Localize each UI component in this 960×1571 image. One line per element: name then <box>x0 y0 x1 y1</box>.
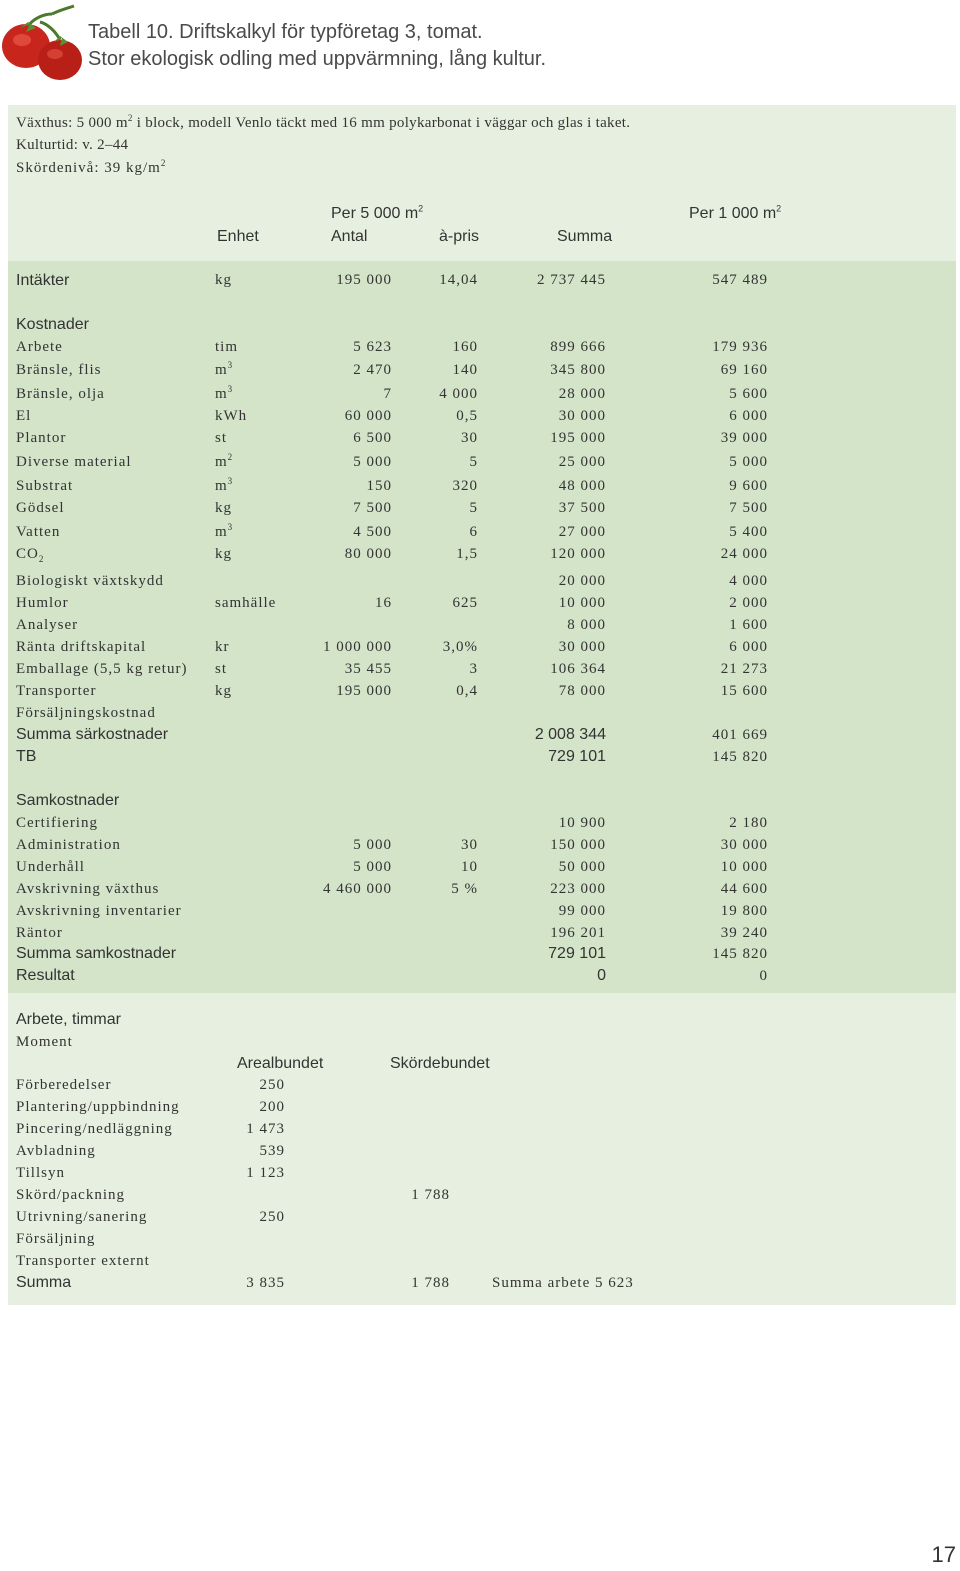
intakter-per1000: 547 489 <box>712 272 768 288</box>
arbete-row-8-label: Transporter externt <box>16 1253 150 1269</box>
intro-skordeniva: Skördenivå: 39 $kg/m^2$ <box>16 158 167 176</box>
kostnad-row-9-enhet: kg <box>215 546 232 562</box>
arbete-row-0-label: Förberedelser <box>16 1077 112 1093</box>
kostnad-row-4-summa: 195 000 <box>550 430 606 446</box>
kostnad-row-0-enhet: tim <box>215 339 239 355</box>
kostnad-row-7-per1000: 7 500 <box>729 500 768 516</box>
kostnad-row-0-apris: 160 <box>452 339 478 355</box>
kostnad-row-0-label: Arbete <box>16 339 63 355</box>
samkostnad-row-3-per1000: 44 600 <box>720 881 768 897</box>
intro-kulturtid: Kulturtid: v. 2–44 <box>16 137 129 153</box>
arbete-row-0-areal: 250 <box>259 1077 285 1093</box>
header-apris: à-pris <box>439 228 480 245</box>
kostnad-row-7-apris: 5 <box>469 500 478 516</box>
arbete-row-5-label: Skörd/packning <box>16 1187 125 1203</box>
samkostnad-row-5-per1000: 39 240 <box>720 925 768 941</box>
header-enhet: Enhet <box>217 228 259 245</box>
arbete-row-6-areal: 250 <box>259 1209 285 1225</box>
kostnad-row-2-label: Bränsle, olja <box>16 386 105 402</box>
samkostnad-row-1-label: Administration <box>16 837 121 853</box>
kostnad-row-3-antal: 60 000 <box>344 408 392 424</box>
arbete-row-4-areal: 1 123 <box>246 1165 285 1181</box>
kostnad-row-8-per1000: 5 400 <box>729 524 768 540</box>
samkostnad-row-0-label: Certifiering <box>16 815 98 831</box>
kostnad-row-11-label: Humlor <box>16 595 69 611</box>
kostnad-row-15-enhet: kg <box>215 683 232 699</box>
kostnad-row-11-apris: 625 <box>452 595 478 611</box>
samkostnad-row-5-summa: 196 201 <box>550 925 606 941</box>
kostnad-row-15-antal: 195 000 <box>336 683 392 699</box>
arbete-summa-label: Summa <box>16 1274 72 1291</box>
kostnad-row-15-apris: 0,4 <box>456 683 478 699</box>
header-per-5000: Per 5 000 $m^2$ <box>331 203 424 222</box>
arbete-moment: Moment <box>16 1034 73 1050</box>
kostnad-row-8-enhet: $m^3$ <box>215 522 234 540</box>
kostnad-row-10-summa: 20 000 <box>558 573 606 589</box>
kostnad-row-7-enhet: kg <box>215 500 232 516</box>
tomato-icon <box>0 2 88 82</box>
arbete-col-areal: Arealbundet <box>237 1055 324 1072</box>
arbete-row-1-areal: 200 <box>259 1099 285 1115</box>
samkostnad-row-1-summa: 150 000 <box>550 837 606 853</box>
kostnad-row-13-label: Ränta driftskapital <box>16 639 147 655</box>
tb-per1000: 145 820 <box>712 749 768 765</box>
samkostnad-row-4-per1000: 19 800 <box>720 903 768 919</box>
kostnad-row-1-antal: 2 470 <box>353 362 392 378</box>
kostnad-row-5-apris: 5 <box>469 454 478 470</box>
arbete-col-skord: Skördebundet <box>390 1055 490 1072</box>
kostnad-row-13-apris: 3,0% <box>442 639 478 655</box>
arbete-row-2-areal: 1 473 <box>246 1121 285 1137</box>
arbete-row-4-label: Tillsyn <box>16 1165 65 1181</box>
samkostnad-row-2-per1000: 10 000 <box>720 859 768 875</box>
samkostnader-heading: Samkostnader <box>16 792 120 809</box>
kostnad-row-9-summa: 120 000 <box>550 546 606 562</box>
arbete-row-5-skord: 1 788 <box>411 1187 450 1203</box>
summa-sarkostnader-per1000: 401 669 <box>712 727 768 743</box>
kostnad-row-13-per1000: 6 000 <box>729 639 768 655</box>
kostnad-row-5-per1000: 5 000 <box>729 454 768 470</box>
kostnad-row-7-summa: 37 500 <box>558 500 606 516</box>
header-summa: Summa <box>557 228 613 245</box>
header-per-1000: Per 1 000 $m^2$ <box>689 203 782 222</box>
kostnad-row-6-apris: 320 <box>452 478 478 494</box>
kostnad-row-1-label: Bränsle, flis <box>16 362 102 378</box>
kostnad-row-11-enhet: samhälle <box>215 595 277 611</box>
kostnad-row-15-label: Transporter <box>16 683 97 699</box>
samkostnad-row-1-per1000: 30 000 <box>720 837 768 853</box>
title-line-2: Stor ekologisk odling med uppvärmning, lång kultur. <box>88 48 547 70</box>
kostnad-row-3-enhet: kWh <box>215 408 248 424</box>
samkostnad-row-1-apris: 30 <box>461 837 478 853</box>
kostnad-row-13-antal: 1 000 000 <box>323 639 392 655</box>
kostnad-row-15-per1000: 15 600 <box>720 683 768 699</box>
samkostnad-row-1-antal: 5 000 <box>353 837 392 853</box>
summa-sarkostnader-summa: 2 008 344 <box>534 726 606 743</box>
samkostnad-row-4-label: Avskrivning inventarier <box>16 903 182 919</box>
samkostnad-row-3-apris: 5 % <box>451 881 478 897</box>
kostnad-row-1-apris: 140 <box>452 362 478 378</box>
samkostnad-row-3-summa: 223 000 <box>550 881 606 897</box>
kostnad-row-8-label: Vatten <box>16 524 61 540</box>
header-antal: Antal <box>331 228 368 245</box>
kostnad-row-0-summa: 899 666 <box>550 339 606 355</box>
tb-summa: 729 101 <box>548 748 606 765</box>
resultat-per1000: 0 <box>759 968 768 984</box>
kostnad-row-16-label: Försäljningskostnad <box>16 705 156 721</box>
kostnad-row-2-summa: 28 000 <box>558 386 606 402</box>
kostnad-row-9-apris: 1,5 <box>456 546 478 562</box>
samkostnad-row-2-antal: 5 000 <box>353 859 392 875</box>
kostnad-row-4-per1000: 39 000 <box>720 430 768 446</box>
kostnad-row-11-per1000: 2 000 <box>729 595 768 611</box>
samkostnad-row-2-label: Underhåll <box>16 859 85 875</box>
kostnad-row-14-antal: 35 455 <box>344 661 392 677</box>
summa-samkostnader-per1000: 145 820 <box>712 946 768 962</box>
intakter-label: Intäkter <box>16 272 70 289</box>
kostnad-row-9-antal: 80 000 <box>344 546 392 562</box>
kostnad-row-14-label: Emballage (5,5 kg retur) <box>16 661 188 677</box>
kostnad-row-5-antal: 5 000 <box>353 454 392 470</box>
kostnad-row-0-antal: 5 623 <box>353 339 392 355</box>
kostnad-row-5-label: Diverse material <box>16 454 132 470</box>
kostnad-row-3-apris: 0,5 <box>456 408 478 424</box>
intakter-antal: 195 000 <box>336 272 392 288</box>
table-title <box>88 19 546 73</box>
kostnad-row-14-apris: 3 <box>469 661 478 677</box>
kostnad-row-13-summa: 30 000 <box>558 639 606 655</box>
kostnad-row-9-label: $CO_2$ <box>16 546 45 564</box>
kostnad-row-6-label: Substrat <box>16 478 74 494</box>
kostnad-row-5-enhet: $m^2$ <box>215 452 234 470</box>
kostnad-row-6-enhet: $m^3$ <box>215 476 234 494</box>
kostnad-row-6-summa: 48 000 <box>558 478 606 494</box>
intakter-apris: 14,04 <box>439 272 478 288</box>
kostnad-row-13-enhet: kr <box>215 639 230 655</box>
samkostnad-row-4-summa: 99 000 <box>558 903 606 919</box>
kostnad-row-1-summa: 345 800 <box>550 362 606 378</box>
kostnad-row-3-per1000: 6 000 <box>729 408 768 424</box>
resultat-label: Resultat <box>16 967 75 984</box>
kostnad-row-1-per1000: 69 160 <box>720 362 768 378</box>
kostnad-row-6-antal: 150 <box>366 478 392 494</box>
page-number: 17 <box>931 1542 956 1567</box>
kostnad-row-8-apris: 6 <box>469 524 478 540</box>
kostnad-row-5-summa: 25 000 <box>558 454 606 470</box>
kostnad-row-1-enhet: $m^3$ <box>215 360 234 378</box>
kostnad-row-8-summa: 27 000 <box>558 524 606 540</box>
kostnad-row-14-per1000: 21 273 <box>720 661 768 677</box>
kostnad-row-10-label: Biologiskt växtskydd <box>16 573 164 589</box>
summa-sarkostnader-label: Summa särkostnader <box>16 726 169 743</box>
samkostnad-row-0-per1000: 2 180 <box>729 815 768 831</box>
kostnad-row-12-label: Analyser <box>16 617 79 633</box>
kostnad-row-4-enhet: st <box>215 430 228 446</box>
kostnad-row-6-per1000: 9 600 <box>729 478 768 494</box>
samkostnad-row-2-apris: 10 <box>461 859 478 875</box>
samkostnad-row-3-antal: 4 460 000 <box>323 881 392 897</box>
kostnad-row-14-enhet: st <box>215 661 228 677</box>
samkostnad-row-2-summa: 50 000 <box>558 859 606 875</box>
arbete-row-6-label: Utrivning/sanering <box>16 1209 148 1225</box>
kostnad-row-2-antal: 7 <box>383 386 392 402</box>
kostnad-row-12-summa: 8 000 <box>567 617 606 633</box>
kostnad-row-0-per1000: 179 936 <box>712 339 768 355</box>
kostnad-row-15-summa: 78 000 <box>558 683 606 699</box>
resultat-summa: 0 <box>597 967 606 984</box>
samkostnad-row-0-summa: 10 900 <box>558 815 606 831</box>
arbete-row-1-label: Plantering/uppbindning <box>16 1099 180 1115</box>
kostnad-row-7-antal: 7 500 <box>353 500 392 516</box>
arbete-summa-skord: 1 788 <box>411 1275 450 1291</box>
kostnad-row-4-apris: 30 <box>461 430 478 446</box>
intro-vaxthus: Växthus: 5 000 $m^2$ i block, modell Venlo täckt med 16 mm polykarbonat i väggar och glas i taket. <box>16 113 631 131</box>
kostnad-row-11-summa: 10 000 <box>558 595 606 611</box>
summa-samkostnader-summa: 729 101 <box>548 945 606 962</box>
arbete-row-2-label: Pincering/nedläggning <box>16 1121 173 1137</box>
arbete-summa-total: Summa arbete 5 623 <box>492 1275 634 1291</box>
arbete-summa-areal: 3 835 <box>246 1275 285 1291</box>
arbete-row-3-label: Avbladning <box>16 1143 96 1159</box>
page-header <box>0 0 960 100</box>
kostnad-row-10-per1000: 4 000 <box>729 573 768 589</box>
arbete-row-3-areal: 539 <box>259 1143 285 1159</box>
title-line-1: Tabell 10. Driftskalkyl för typföretag 3, tomat. <box>88 21 483 43</box>
kostnad-row-7-label: Gödsel <box>16 500 65 516</box>
intakter-summa: 2 737 445 <box>537 272 606 288</box>
kostnad-row-3-label: El <box>16 408 32 424</box>
kostnad-row-8-antal: 4 500 <box>353 524 392 540</box>
kostnad-row-4-antal: 6 500 <box>353 430 392 446</box>
kostnad-row-3-summa: 30 000 <box>558 408 606 424</box>
kostnad-row-2-enhet: $m^3$ <box>215 384 234 402</box>
intakter-enhet: kg <box>215 272 232 288</box>
kostnad-row-11-antal: 16 <box>375 595 392 611</box>
kostnad-row-2-per1000: 5 600 <box>729 386 768 402</box>
samkostnad-row-3-label: Avskrivning växthus <box>16 881 160 897</box>
arbete-row-7-label: Försäljning <box>16 1231 96 1247</box>
kostnad-row-14-summa: 106 364 <box>550 661 606 677</box>
tb-label: TB <box>16 748 37 765</box>
kostnad-row-2-apris: 4 000 <box>439 386 478 402</box>
kostnad-row-12-per1000: 1 600 <box>729 617 768 633</box>
kostnader-heading: Kostnader <box>16 316 89 333</box>
kostnad-row-4-label: Plantor <box>16 430 67 446</box>
samkostnad-row-5-label: Räntor <box>16 925 63 941</box>
summa-samkostnader-label: Summa samkostnader <box>16 945 177 962</box>
arbete-heading: Arbete, timmar <box>16 1011 121 1028</box>
kostnad-row-9-per1000: 24 000 <box>720 546 768 562</box>
